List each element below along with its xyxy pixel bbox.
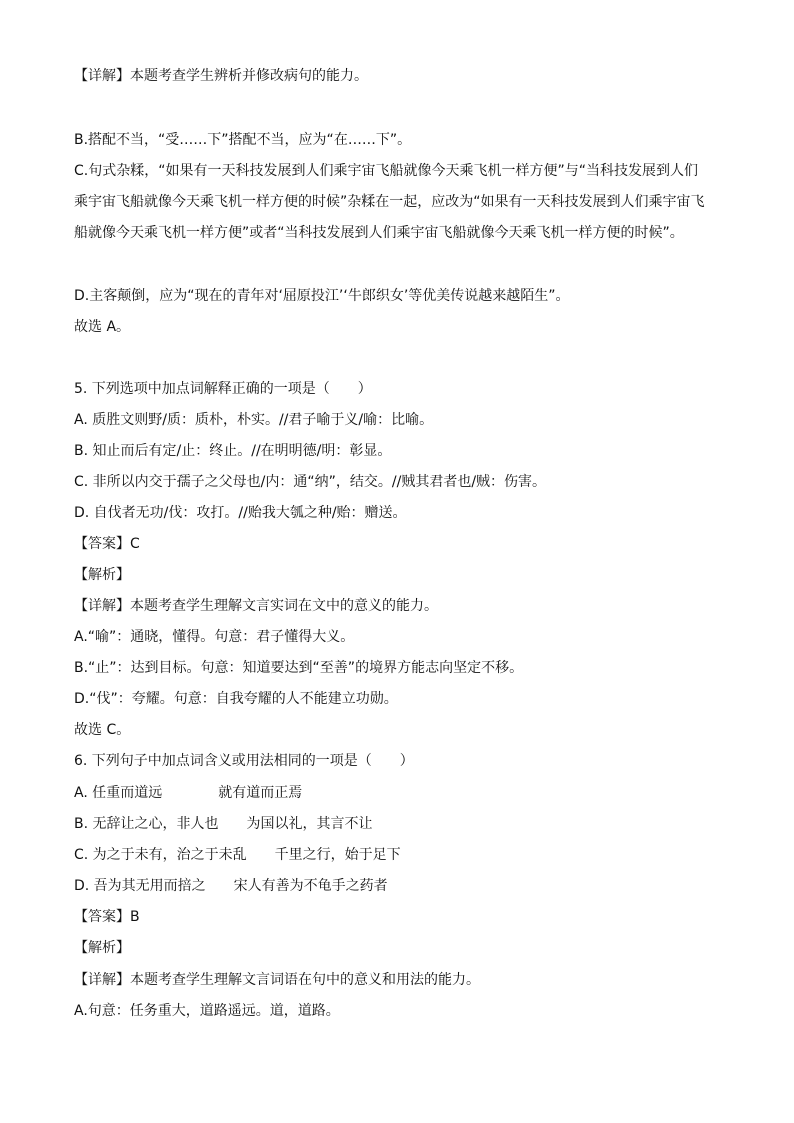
q5-explain-d: D.“伐”：夸耀。句意：自我夸耀的人不能建立功勋。	[74, 691, 398, 707]
q5-option-d: D. 自伐者无功/伐：攻打。//贻我大瓠之种/贻：赠送。	[74, 505, 407, 521]
q5-explain-b: B.“止”：达到目标。句意：知道要达到“至善”的境界方能志向坚定不移。	[74, 660, 524, 676]
q6-option-a: A. 任重而道远 就有道而正焉	[74, 785, 303, 801]
q6-option-c: C. 为之于未有，治之于未乱 千里之行，始于足下	[74, 847, 401, 863]
explanation-c-line-1: C.句式杂糅，“如果有一天科技发展到人们乘宇宙飞船就像今天乘飞机一样方便”与“当科技发展到人们	[74, 163, 698, 179]
q5-answer: 【答案】C	[74, 536, 140, 552]
q5-explain-a: A.“喻”：通晓，懂得。句意：君子懂得大义。	[74, 629, 355, 645]
explanation-c-line-2: 乘宇宙飞船就像今天乘飞机一样方便的时候”杂糅在一起，应改为“如果有一天科技发展到人们乘宇宙飞	[74, 194, 705, 210]
q5-analysis-label: 【解析】	[74, 567, 130, 583]
answer-choice-a: 故选 A。	[74, 319, 131, 335]
q6-explain-a: A.句意：任务重大，道路遥远。道，道路。	[74, 1003, 340, 1019]
q6-analysis-label: 【解析】	[74, 940, 130, 956]
q6-option-d: D. 吾为其无用而掊之 宋人有善为不龟手之药者	[74, 878, 388, 894]
q5-option-c: C. 非所以内交于孺子之父母也/内：通“纳”，结交。//贼其君者也/贼：伤害。	[74, 474, 547, 490]
explanation-c-line-3: 船就像今天乘飞机一样方便”或者“当科技发展到人们乘宇宙飞船就像今天乘飞机一样方便的时候”。	[74, 225, 684, 241]
q5-conclusion: 故选 C。	[74, 722, 131, 738]
explanation-d: D.主客颠倒，应为“现在的青年对‘屈原投江’‘牛郎织女’等优美传说越来越陌生”。	[74, 288, 570, 304]
q5-option-b: B. 知止而后有定/止：终止。//在明明德/明：彰显。	[74, 443, 392, 459]
q6-answer: 【答案】B	[74, 909, 140, 925]
question-6: 6. 下列句子中加点词含义或用法相同的一项是（ ）	[74, 753, 414, 769]
q6-option-b: B. 无辞让之心，非人也 为国以礼，其言不让	[74, 816, 373, 832]
detail-heading-1: 【详解】本题考查学生辨析并修改病句的能力。	[74, 68, 368, 84]
explanation-b: B.搭配不当，“受……下”搭配不当，应为“在……下”。	[74, 132, 412, 148]
question-5: 5. 下列选项中加点词解释正确的一项是（ ）	[74, 381, 372, 397]
q5-option-a: A. 质胜文则野/质：质朴，朴实。//君子喻于义/喻：比喻。	[74, 412, 434, 428]
q6-detail: 【详解】本题考查学生理解文言词语在句中的意义和用法的能力。	[74, 972, 480, 988]
q5-detail: 【详解】本题考查学生理解文言实词在文中的意义的能力。	[74, 598, 438, 614]
